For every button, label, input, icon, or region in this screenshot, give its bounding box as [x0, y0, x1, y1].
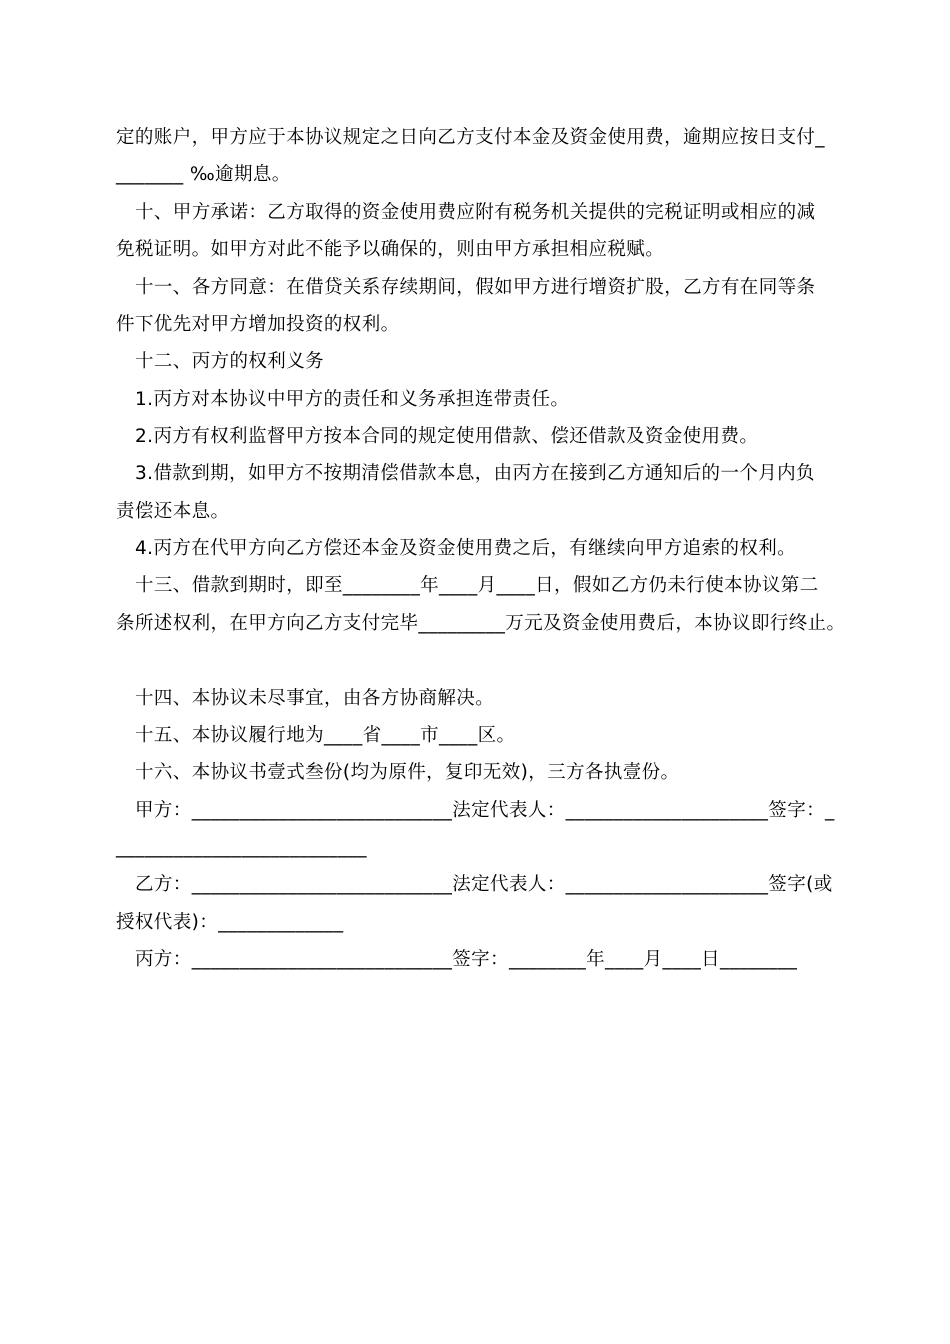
clause-12-item-3-line-2: 责偿还本息。 — [116, 501, 230, 522]
clause-9-line-1: 定的账户，甲方应于本协议规定之日向乙方支付本金及资金使用费，逾期应按日支付_ — [116, 127, 825, 148]
clause-11-line-2: 件下优先对甲方增加投资的权利。 — [116, 314, 400, 335]
clause-12-item-2: 2.丙方有权利监督甲方按本合同的规定使用借款、偿还借款及资金使用费。 — [135, 426, 759, 447]
clause-12-item-3-line-1: 3.借款到期，如甲方不按期清偿借款本息，由丙方在接到乙方通知后的一个月内负 — [135, 463, 815, 484]
clause-12-item-4: 4.丙方在代甲方向乙方偿还本金及资金使用费之后，有继续向甲方追索的权利。 — [135, 538, 797, 559]
clause-14: 十四、本协议未尽事宜，由各方协商解决。 — [135, 688, 495, 709]
party-b-signature-line-1: 乙方：___________________________法定代表人：_____________________签字(或 — [135, 874, 833, 895]
clause-12-item-1: 1.丙方对本协议中甲方的责任和义务承担连带责任。 — [135, 389, 570, 410]
party-b-signature-line-2: 授权代表)：_____________ — [116, 912, 344, 933]
clause-12-heading: 十二、丙方的权利义务 — [135, 351, 325, 372]
party-a-signature-line-1: 甲方：___________________________法定代表人：_____________________签字：_ — [135, 800, 835, 821]
clause-13-line-2: 条所述权利，在甲方向乙方支付完毕_________万元及资金使用费后，本协议即行终止。 — [116, 613, 846, 634]
clause-16: 十六、本协议书壹式叁份(均为原件，复印无效)，三方各执壹份。 — [135, 762, 680, 783]
clause-10-line-1: 十、甲方承诺：乙方取得的资金使用费应附有税务机关提供的完税证明或相应的减 — [135, 202, 816, 223]
clause-11-line-1: 十一、各方同意：在借贷关系存续期间，假如甲方进行增资扩股，乙方有在同等条 — [135, 277, 816, 298]
clause-10-line-2: 免税证明。如甲方对此不能予以确保的，则由甲方承担相应税赋。 — [116, 239, 665, 260]
clause-13-line-1: 十三、借款到期时，即至________年____月____日，假如乙方仍未行使本协议第二 — [135, 575, 819, 596]
party-c-signature-line: 丙方：___________________________签字：________年____月____日________ — [135, 949, 798, 970]
party-a-signature-line-2: __________________________ — [116, 837, 367, 858]
clause-9-line-2: _______ ‰逾期息。 — [116, 164, 291, 185]
clause-15: 十五、本协议履行地为____省____市____区。 — [135, 725, 516, 746]
